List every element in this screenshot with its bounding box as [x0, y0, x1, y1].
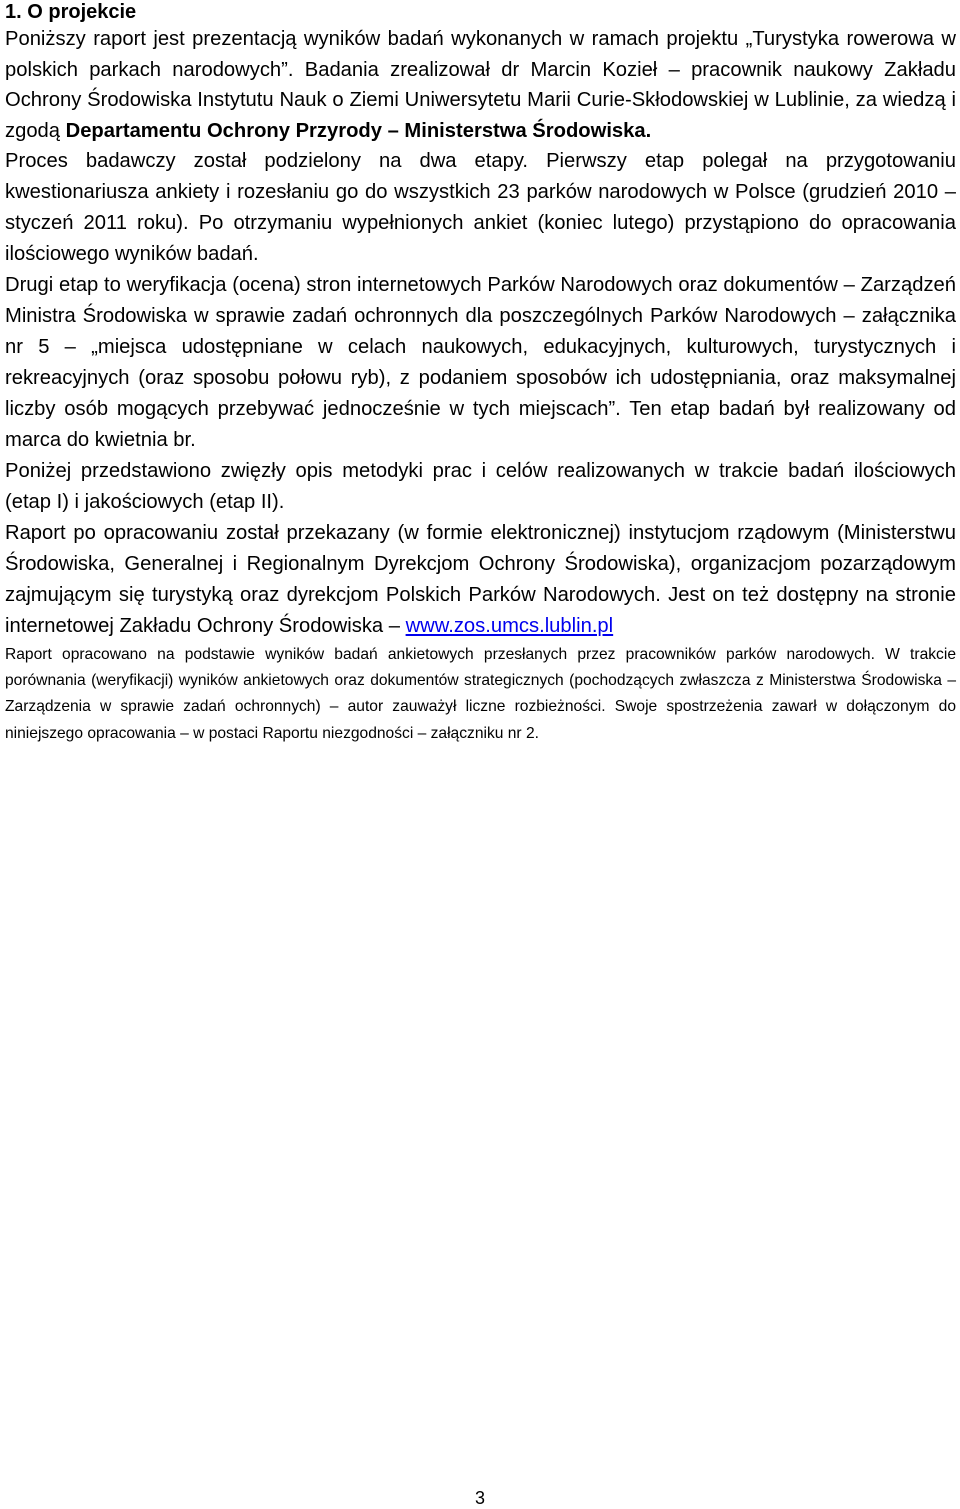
paragraph-process: Proces badawczy został podzielony na dwa etapy. Pierwszy etap polegał na przygotowaniu kwestionariusza ankiety i rozesłaniu go do wszystkich 23 parków narodowych w Polsce (grudzień 2010 – styczeń 2011 roku). Po otrzymaniu wypełnionych ankiet (koniec lutego) przystąpiono do opracowania ilościowego wyników badań. [5, 150, 956, 265]
paragraph-intro-bold: Departamentu Ochrony Przyrody – Ministerstwa Środowiska. [65, 119, 652, 142]
paragraph-note: Raport opracowano na podstawie wyników badań ankietowych przesłanych przez pracowników parków narodowych. W trakcie porównania (weryfikacji) wyników ankietowych oraz dokumentów strategicznych (pochodzących zwłaszcza z Ministerstwa Środowiska – Zarządzenia w sprawie zadań ochronnych) – autor zauważył liczne rozbieżności. Swoje spostrzeżenia zawarł w dołączonym do niniejszego opracowania – w postaci Raportu niezgodności – załączniku nr 2. [5, 646, 956, 742]
paragraph-distribution [5, 518, 956, 642]
paragraph-stage-two: Drugi etap to weryfikacja (ocena) stron internetowych Parków Narodowych oraz dokumentów – Zarządzeń Ministra Środowiska w sprawie zadań ochronnych dla poszczególnych Parków Narodowych – załącznika nr 5 – „miejsca udostępniane w celach naukowych, edukacyjnych, kulturowych, turystycznych i rekreacyjnych (oraz sposobu połowu ryb), z podaniem sposobów ich udostępniania, oraz maksymalnej liczby osób mogących przebywać jednocześnie w tych miejscach”. Ten etap badań był realizowany od marca do kwietnia br. [5, 274, 956, 451]
page-number: 3 [474, 1488, 485, 1508]
document-page [5, 0, 956, 747]
section-title: 1. O projekcie [5, 1, 137, 23]
paragraph-distribution-text: Raport po opracowaniu został przekazany (w formie elektronicznej) instytucjom rządowym (Ministerstwu Środowiska, Generalnej i Regionalnym Dyrekcjom Ochrony Środowiska), organizacjom pozarządowym zajmującym się turystyką oraz dyrekcjom Polskich Parków Narodowych. Jest on też dostępny na stronie internetowej Zakładu Ochrony Środowiska – [5, 522, 956, 637]
paragraph-summary: Poniżej przedstawiono zwięzły opis metodyki prac i celów realizowanych w trakcie badań ilościowych (etap I) i jakościowych (etap II). [5, 460, 956, 513]
paragraph-intro [5, 24, 956, 146]
paragraph-intro-text: Poniższy raport jest prezentacją wyników badań wykonanych w ramach projektu „Turystyka rowerowa w polskich parkach narodowych”. Badania zrealizował dr Marcin Kozieł – pracownik naukowy Zakładu Ochrony Środowiska Instytutu Nauk o Ziemi Uniwersytetu Marii Curie-Skłodowskiej w Lublinie, za wiedzą i zgodą [5, 28, 956, 142]
website-link[interactable]: www.zos.umcs.lublin.pl [405, 615, 614, 637]
